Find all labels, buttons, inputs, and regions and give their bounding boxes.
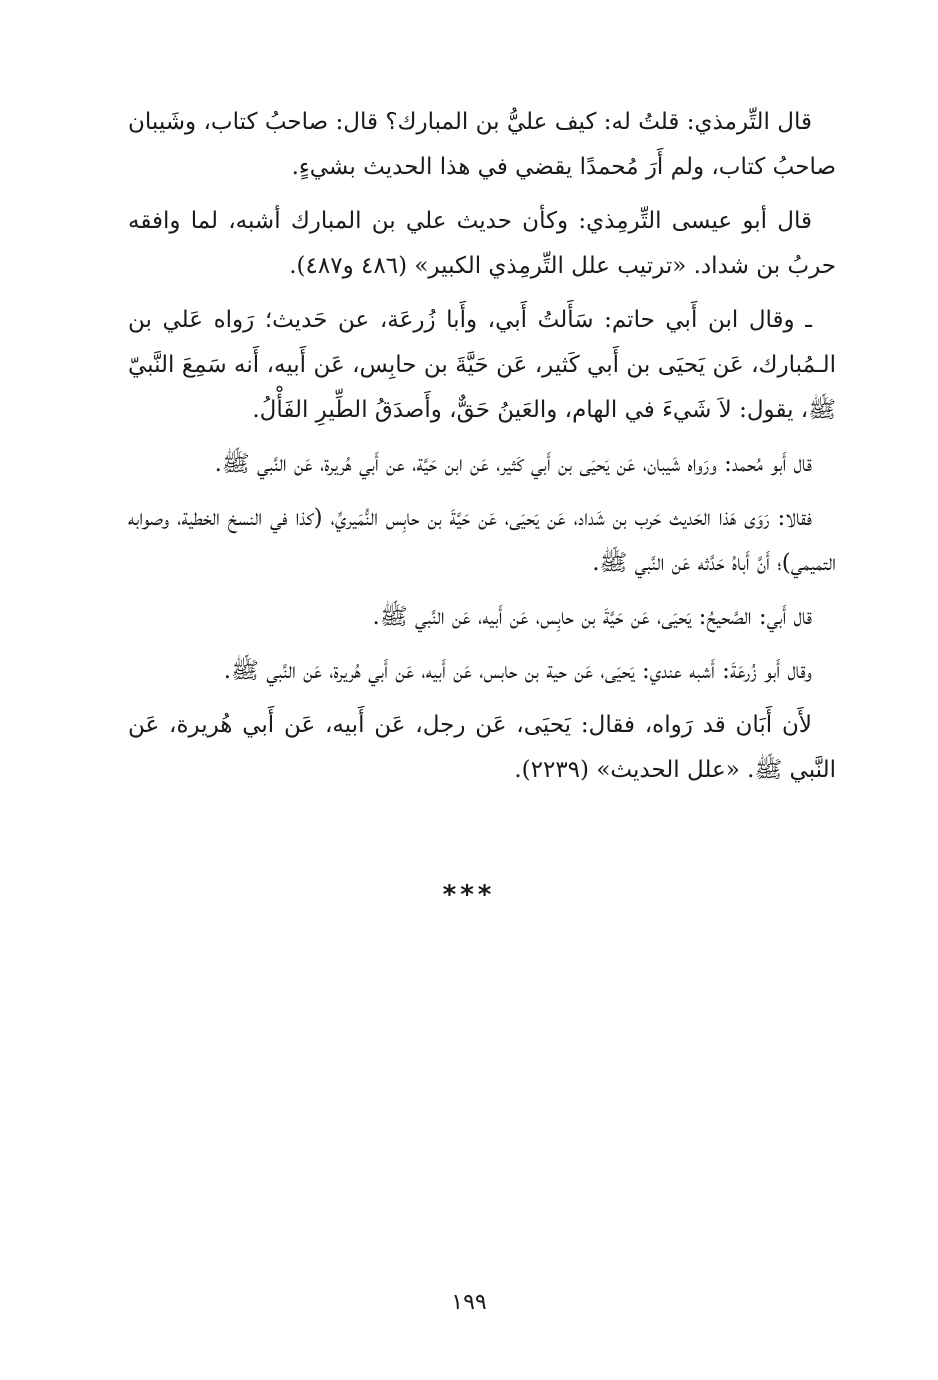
paragraph-abu-isa: قال أبو عيسى التِّرمِذي: وكأن حديث علي بن المبارك أشبه، لما وافقه حربُ بن شداد. «ترتيب علل التِّرمِذي الكبير» (٤٨٦ و٤٨٧). — [128, 208, 836, 279]
page-number: ١٩٩ — [451, 1290, 487, 1315]
body-text — [128, 100, 836, 802]
paragraph-qala-abi: قال أَبي: الصَّحيحُ: يَحيَى، عَن حَيَّةَ بن حابِس، عَن أَبيه، عَن النَّبي ﷺ. — [372, 604, 812, 630]
section-separator: *** — [442, 880, 496, 910]
paragraph-ibn-abi-hatim: ـ وقال ابن أَبي حاتم: سَأَلتُ أَبي، وأَبا زُرعَة، عن حَديث؛ رَواه عَلي بن الـمُبارك، عَن يَحيَى بن أَبي كَثير، عَن حَيَّةَ بن حابِس، عَن أَبيه، أَنه سَمِعَ النَّبيّ ﷺ، يقول: لاَ شَيءَ في الهام، والعَينُ حَقٌّ، وأَصدَقُ الطِّيرِ الفَأْلُ. — [128, 307, 836, 423]
paragraph-abu-muhammad: قال أَبو مُحمد: ورَواه شَيبان، عَن يَحيَى بن أَبي كَثير، عَن ابن حَيَّة، عن أَبي هُريرة، عَن النَّبي ﷺ. — [214, 451, 812, 477]
paragraph-abu-zura: وقال أَبو زُرعَةَ: أَشبه عندي: يَحيَى، عَن حية بن حابس، عَن أَبيه، عَن أَبي هُريرة، عَن النَّبي ﷺ. — [223, 658, 812, 684]
paragraph-faqala: فقالا: رَوَى هَذا الحَديث حَرب بن شَداد، عَن يَحيَى، عَن حَيَّةَ بن حابِس النُّمَيريِّ، (كذا في النسخ الخطية، وصوابه التميمي)؛ أَنَّ أَباهُ حَدَّثه عَن النَّبي ﷺ. — [128, 505, 836, 576]
paragraph-aban: لأَن أَبَان قد رَواه، فقال: يَحيَى، عَن رجل، عَن أَبيه، عَن أَبي هُريرة، عَن النَّبي ﷺ. «علل الحديث» (٢٢٣٩). — [128, 712, 836, 783]
paragraph-tirmidhi-quote: قال التِّرمذي: قلتُ له: كيف عليُّ بن المبارك؟ قال: صاحبُ كتاب، وشَيبان صاحبُ كتاب، ولم أَرَ مُحمدًا يقضي في هذا الحديث بشيءٍ. — [128, 109, 836, 180]
